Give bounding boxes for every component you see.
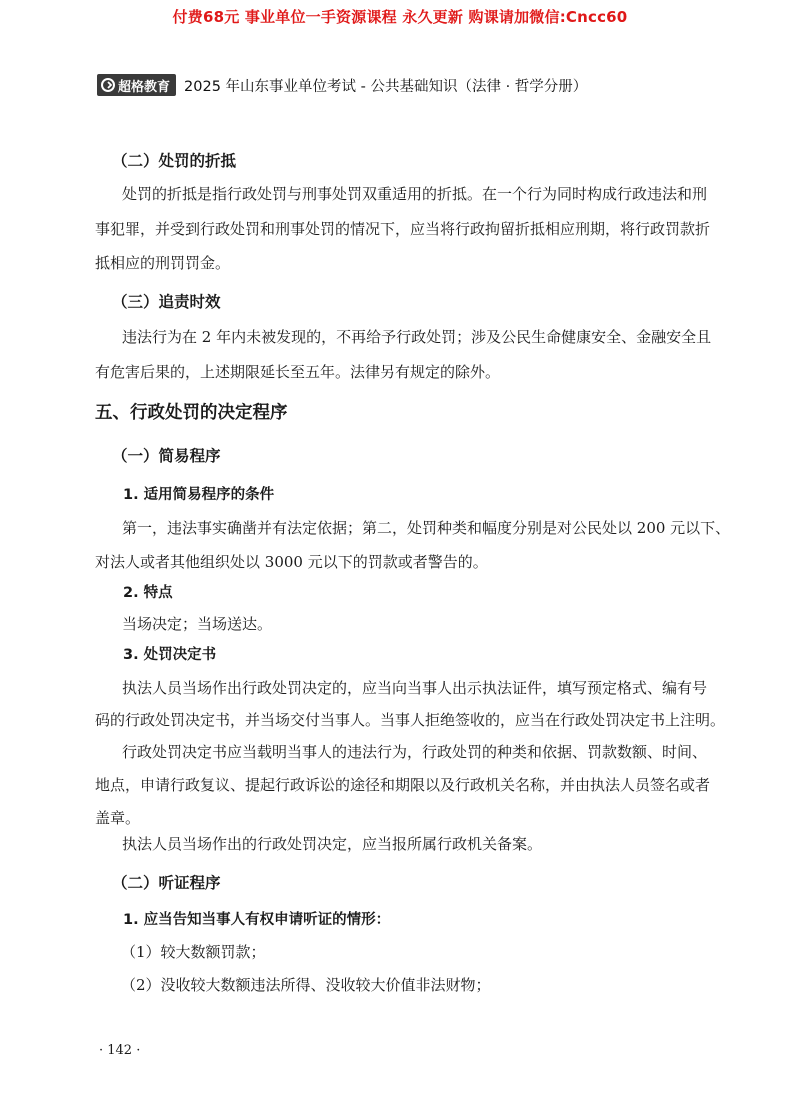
paragraph-line: 执法人员当场作出行政处罚决定的，应当向当事人出示执法证件，填写预定格式、编有号 [122, 679, 708, 697]
paragraph-line: 行政处罚决定书应当载明当事人的违法行为，行政处罚的种类和依据、罚款数额、时间、 [122, 743, 708, 761]
section-heading: （一）简易程序 [112, 447, 221, 465]
subsection-heading: 1. 应当告知当事人有权申请听证的情形： [123, 912, 391, 928]
brand-logo [97, 74, 176, 96]
paragraph-line: 执法人员当场作出的行政处罚决定，应当报所属行政机关备案。 [122, 835, 543, 853]
header-title: 2025 年山东事业单位考试 - 公共基础知识（法律 · 哲学分册） [184, 78, 588, 95]
paragraph-line: 处罚的折抵是指行政处罚与刑事处罚双重适用的折抵。在一个行为同时构成行政违法和刑 [122, 185, 708, 203]
paragraph-line: 事犯罪，并受到行政处罚和刑事处罚的情况下，应当将行政拘留折抵相应刑期，将行政罚款折 [95, 220, 711, 238]
paragraph-line: 地点，申请行政复议、提起行政诉讼的途径和期限以及行政机关名称，并由执法人员签名或者 [95, 776, 711, 794]
promo-banner: 付费68元 事业单位一手资源课程 永久更新 购课请加微信:Cncc60 [172, 8, 628, 26]
paragraph-line: 码的行政处罚决定书，并当场交付当事人。当事人拒绝签收的，应当在行政处罚决定书上注明。 [95, 711, 726, 729]
list-item: （2）没收较大数额违法所得、没收较大价值非法财物； [121, 976, 491, 994]
paragraph-line: 抵相应的刑罚罚金。 [95, 254, 231, 272]
list-item: （1）较大数额罚款； [121, 943, 266, 961]
section-heading: （二）处罚的折抵 [112, 152, 237, 170]
brand-logo-icon [101, 78, 115, 92]
paragraph-line: 有危害后果的，上述期限延长至五年。法律另有规定的除外。 [95, 363, 501, 381]
chapter-heading: 五、行政处罚的决定程序 [95, 403, 288, 423]
page-number: · 142 · [99, 1043, 141, 1058]
paragraph-line: 盖章。 [95, 809, 141, 827]
paragraph-line: 当场决定；当场送达。 [122, 615, 273, 633]
brand-logo-text: 超格教育 [118, 79, 171, 95]
subsection-heading: 3. 处罚决定书 [123, 647, 217, 663]
subsection-heading: 2. 特点 [123, 585, 173, 601]
page-header [97, 74, 587, 96]
section-heading: （三）追责时效 [112, 293, 221, 311]
paragraph-line: 第一，违法事实确凿并有法定依据；第二，处罚种类和幅度分别是对公民处以 200 元以下、 [122, 519, 731, 537]
paragraph-line: 对法人或者其他组织处以 3000 元以下的罚款或者警告的。 [95, 553, 488, 571]
paragraph-line: 违法行为在 2 年内未被发现的，不再给予行政处罚；涉及公民生命健康安全、金融安全且 [122, 328, 712, 346]
section-heading: （二）听证程序 [112, 874, 221, 892]
subsection-heading: 1. 适用简易程序的条件 [123, 487, 275, 503]
